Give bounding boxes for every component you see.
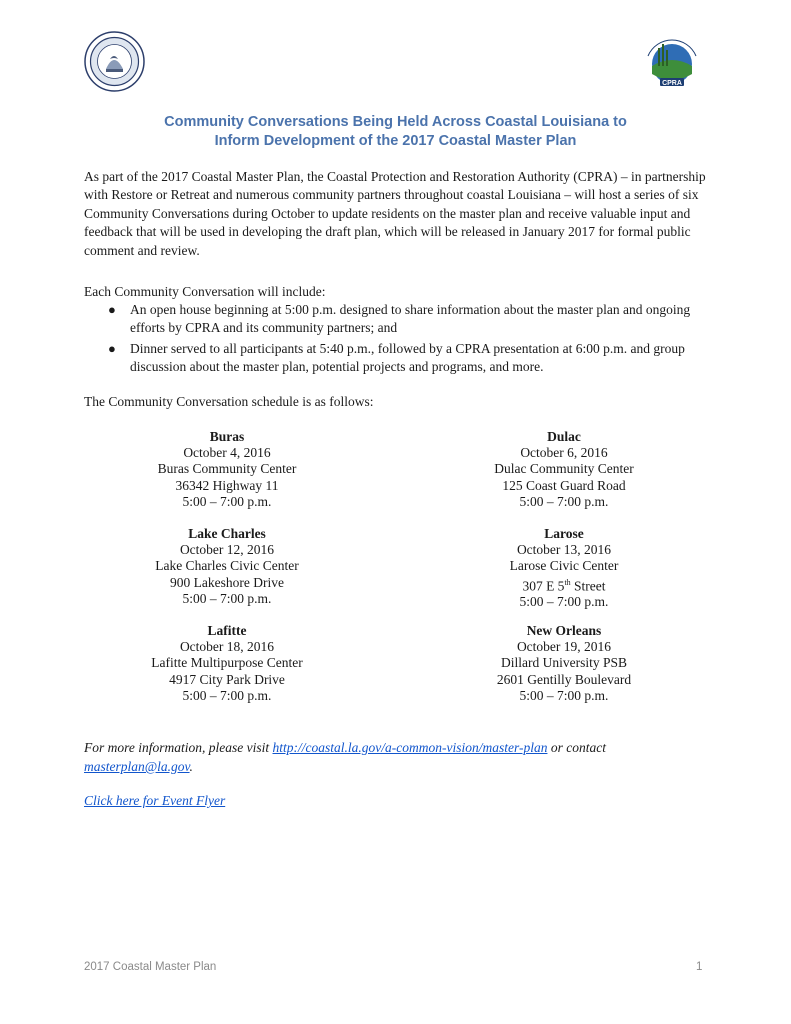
- event-lake-charles: [117, 526, 337, 607]
- event-time: 5:00 – 7:00 p.m.: [182, 687, 272, 703]
- more-info-middle: or contact: [547, 740, 606, 755]
- event-city: Larose: [544, 526, 584, 541]
- event-venue: Dulac Community Center: [494, 461, 634, 477]
- event-address: 900 Lakeshore Drive: [170, 574, 284, 590]
- list-item: [84, 340, 714, 377]
- intro-paragraph: As part of the 2017 Coastal Master Plan, the Coastal Protection and Restoration Authority (CPRA) – in partnership with Restore or Retreat and numerous community partners throughout coastal Louisiana – will host a series of six Community Conversations during October to update residents on the master plan and receive valuable input and feedback that will be used in developing the draft plan, which will be released in January 2017 for formal public comment and review.: [84, 169, 706, 258]
- state-of-louisiana-seal: [84, 31, 145, 92]
- event-lafitte: [117, 623, 337, 704]
- event-address: [454, 575, 674, 595]
- event-address-sup: th: [564, 577, 571, 587]
- event-venue: Dillard University PSB: [500, 655, 627, 671]
- event-date: October 13, 2016: [516, 542, 612, 558]
- event-venue: Larose Civic Center: [509, 558, 619, 574]
- more-info-suffix: .: [189, 759, 193, 774]
- cpra-logo: [640, 30, 708, 96]
- event-date: October 18, 2016: [179, 639, 275, 655]
- event-address-prefix: 307 E 5: [522, 578, 565, 594]
- list-item: [84, 301, 714, 338]
- event-dulac: [454, 429, 674, 510]
- event-time: 5:00 – 7:00 p.m.: [519, 594, 609, 610]
- event-city: New Orleans: [526, 623, 602, 638]
- event-new-orleans: [454, 623, 674, 704]
- bullet-icon: ●: [108, 340, 116, 356]
- schedule-lead: The Community Conversation schedule is as follows:: [84, 394, 374, 409]
- bullet-icon: ●: [108, 302, 116, 317]
- event-address-suffix: Street: [570, 578, 606, 594]
- event-city: Lafitte: [207, 623, 247, 638]
- includes-list: [84, 301, 714, 379]
- event-address: 125 Coast Guard Road: [502, 477, 626, 493]
- event-larose: [454, 526, 674, 611]
- event-time: 5:00 – 7:00 p.m.: [182, 493, 272, 509]
- more-info-prefix: For more information, please visit: [84, 740, 273, 755]
- page-title-line2: Inform Development of the 2017 Coastal Master Plan: [214, 133, 577, 149]
- event-time: 5:00 – 7:00 p.m.: [519, 687, 609, 703]
- event-address: 4917 City Park Drive: [169, 671, 285, 687]
- event-venue: Lake Charles Civic Center: [155, 558, 299, 574]
- list-item-text: An open house beginning at 5:00 p.m. designed to share information about the master plan and ongoing efforts by CPRA and its community partners; and: [130, 302, 691, 336]
- event-flyer-link[interactable]: Click here for Event Flyer: [84, 793, 226, 808]
- event-city: Lake Charles: [188, 526, 266, 541]
- event-address: 2601 Gentilly Boulevard: [496, 671, 632, 687]
- event-time: 5:00 – 7:00 p.m.: [182, 590, 272, 606]
- cpra-logo-text: CPRA: [662, 80, 682, 87]
- event-city: Buras: [209, 429, 245, 444]
- list-item-text: Dinner served to all participants at 5:40 p.m., followed by a CPRA presentation at 6:00 p.m. and group discussion about the master plan, potential projects and programs, and more.: [130, 340, 685, 375]
- event-date: October 6, 2016: [520, 445, 608, 461]
- event-city: Dulac: [547, 429, 581, 444]
- page-title: [84, 113, 707, 151]
- page-number: 1: [696, 961, 703, 973]
- event-buras: [117, 429, 337, 510]
- event-date: October 4, 2016: [183, 445, 271, 461]
- more-info-paragraph: [84, 738, 714, 776]
- event-venue: Buras Community Center: [157, 461, 297, 477]
- footer-title: 2017 Coastal Master Plan: [84, 961, 217, 973]
- event-address: 36342 Highway 11: [175, 477, 279, 493]
- event-date: October 12, 2016: [179, 542, 275, 558]
- master-plan-link[interactable]: http://coastal.la.gov/a-common-vision/master-plan: [272, 740, 548, 755]
- page-title-line1: Community Conversations Being Held Across Coastal Louisiana to: [164, 114, 627, 130]
- includes-lead: Each Community Conversation will include:: [84, 284, 326, 299]
- event-date: October 19, 2016: [516, 639, 612, 655]
- event-time: 5:00 – 7:00 p.m.: [519, 493, 609, 509]
- email-link[interactable]: masterplan@la.gov: [84, 759, 190, 774]
- event-venue: Lafitte Multipurpose Center: [151, 655, 303, 671]
